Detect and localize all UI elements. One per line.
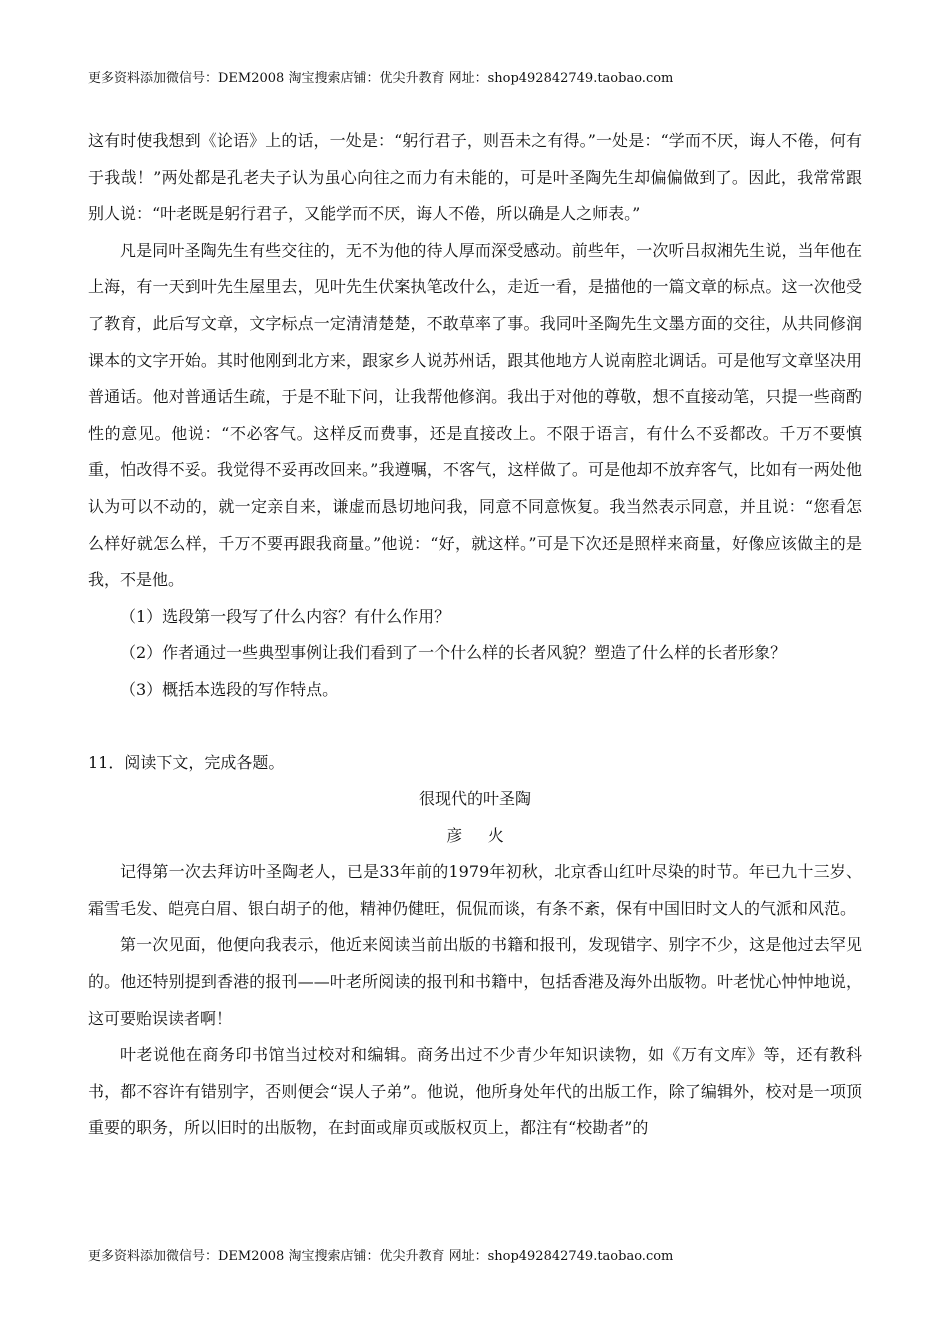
article-author bbox=[88, 818, 862, 855]
article-title: 很现代的叶圣陶 bbox=[418, 789, 531, 809]
page-header: 更多资料添加微信号：DEM2008 淘宝搜索店铺：优尖升教育 网址：shop492842749.taobao.com bbox=[88, 71, 674, 86]
question-item-1: （1）选段第一段写了什么内容？有什么作用？ bbox=[120, 606, 451, 626]
article-paragraph-3: 叶老说他在商务印书馆当过校对和编辑。商务出过不少青少年知识读物，如《万有文库》等，还有教科书，都不容许有错别字，否则便会“误人子弟”。他说，他所身处年代的出版工作，除了编辑外，校对是一项顶重要的职务，所以旧时的出版物，在封面或扉页或版权页上，都注有“校勘者”的 bbox=[88, 1045, 862, 1138]
question-item-3: （3）概括本选段的写作特点。 bbox=[120, 679, 339, 699]
question-11-prompt: 11．阅读下文，完成各题。 bbox=[88, 752, 285, 772]
passage1-paragraph-2: 凡是同叶圣陶先生有些交往的，无不为他的待人厚而深受感动。前些年，一次听吕叔湘先生说，当年他在上海，有一天到叶先生屋里去，见叶先生伏案执笔改什么，走近一看，是描他的一篇文章的标点。这一次他受了教育，此后写文章，文字标点一定清清楚楚，不敢草率了事。我同叶圣陶先生文墨方面的交往，从共同修润课本的文字开始。其时他刚到北方来，跟家乡人说苏州话，跟其他地方人说南腔北调话。可是他写文章坚决用普通话。他对普通话生疏，于是不耻下问，让我帮他修润。我出于对他的尊敬，想不直接动笔，只提一些商酌性的意见。他说：“不必客气。这样反而费事，还是直接改上。不限于语言，有什么不妥都改。千万不要慎重，怕改得不妥。我觉得不妥再改回来。”我遵嘱，不客气，这样做了。可是他却不放弃客气，比如有一两处他认为可以不动的，就一定亲自来，谦虚而恳切地问我，同意不同意恢复。我当然表示同意，并且说：“您看怎么样好就怎么样，千万不要再跟我商量。”他说：“好，就这样。”可是下次还是照样来商量，好像应该做主的是我，不是他。 bbox=[88, 240, 862, 590]
page-footer: 更多资料添加微信号：DEM2008 淘宝搜索店铺：优尖升教育 网址：shop492842749.taobao.com bbox=[88, 1249, 674, 1264]
article-author-name: 彦火 bbox=[446, 825, 530, 845]
article-paragraph-2: 第一次见面，他便向我表示，他近来阅读当前出版的书籍和报刊，发现错字、别字不少，这是他过去罕见的。他还特别提到香港的报刊——叶老所阅读的报刊和书籍中，包括香港及海外出版物。叶老忧心忡忡地说，这可要贻误读者啊！ bbox=[88, 935, 862, 1028]
page-content bbox=[88, 123, 862, 1147]
section-gap bbox=[88, 709, 862, 745]
passage1-paragraph-1: 这有时使我想到《论语》上的话，一处是：“躬行君子，则吾未之有得。”一处是：“学而不厌，诲人不倦，何有于我哉！”两处都是孔老夫子认为虽心向往之而力有未能的，可是叶圣陶先生却偏偏做到了。因此，我常常跟别人说：“叶老既是躬行君子，又能学而不厌，诲人不倦，所以确是人之师表。” bbox=[88, 131, 862, 224]
article-paragraph-1: 记得第一次去拜访叶圣陶老人，已是33年前的1979年初秋，北京香山红叶尽染的时节。年已九十三岁、霜雪毛发、皑亮白眉、银白胡子的他，精神仍健旺，侃侃而谈，有条不紊，保有中国旧时文人的气派和风范。 bbox=[88, 862, 862, 918]
question-item-2: （2）作者通过一些典型事例让我们看到了一个什么样的长者风貌？塑造了什么样的长者形象？ bbox=[120, 643, 787, 663]
